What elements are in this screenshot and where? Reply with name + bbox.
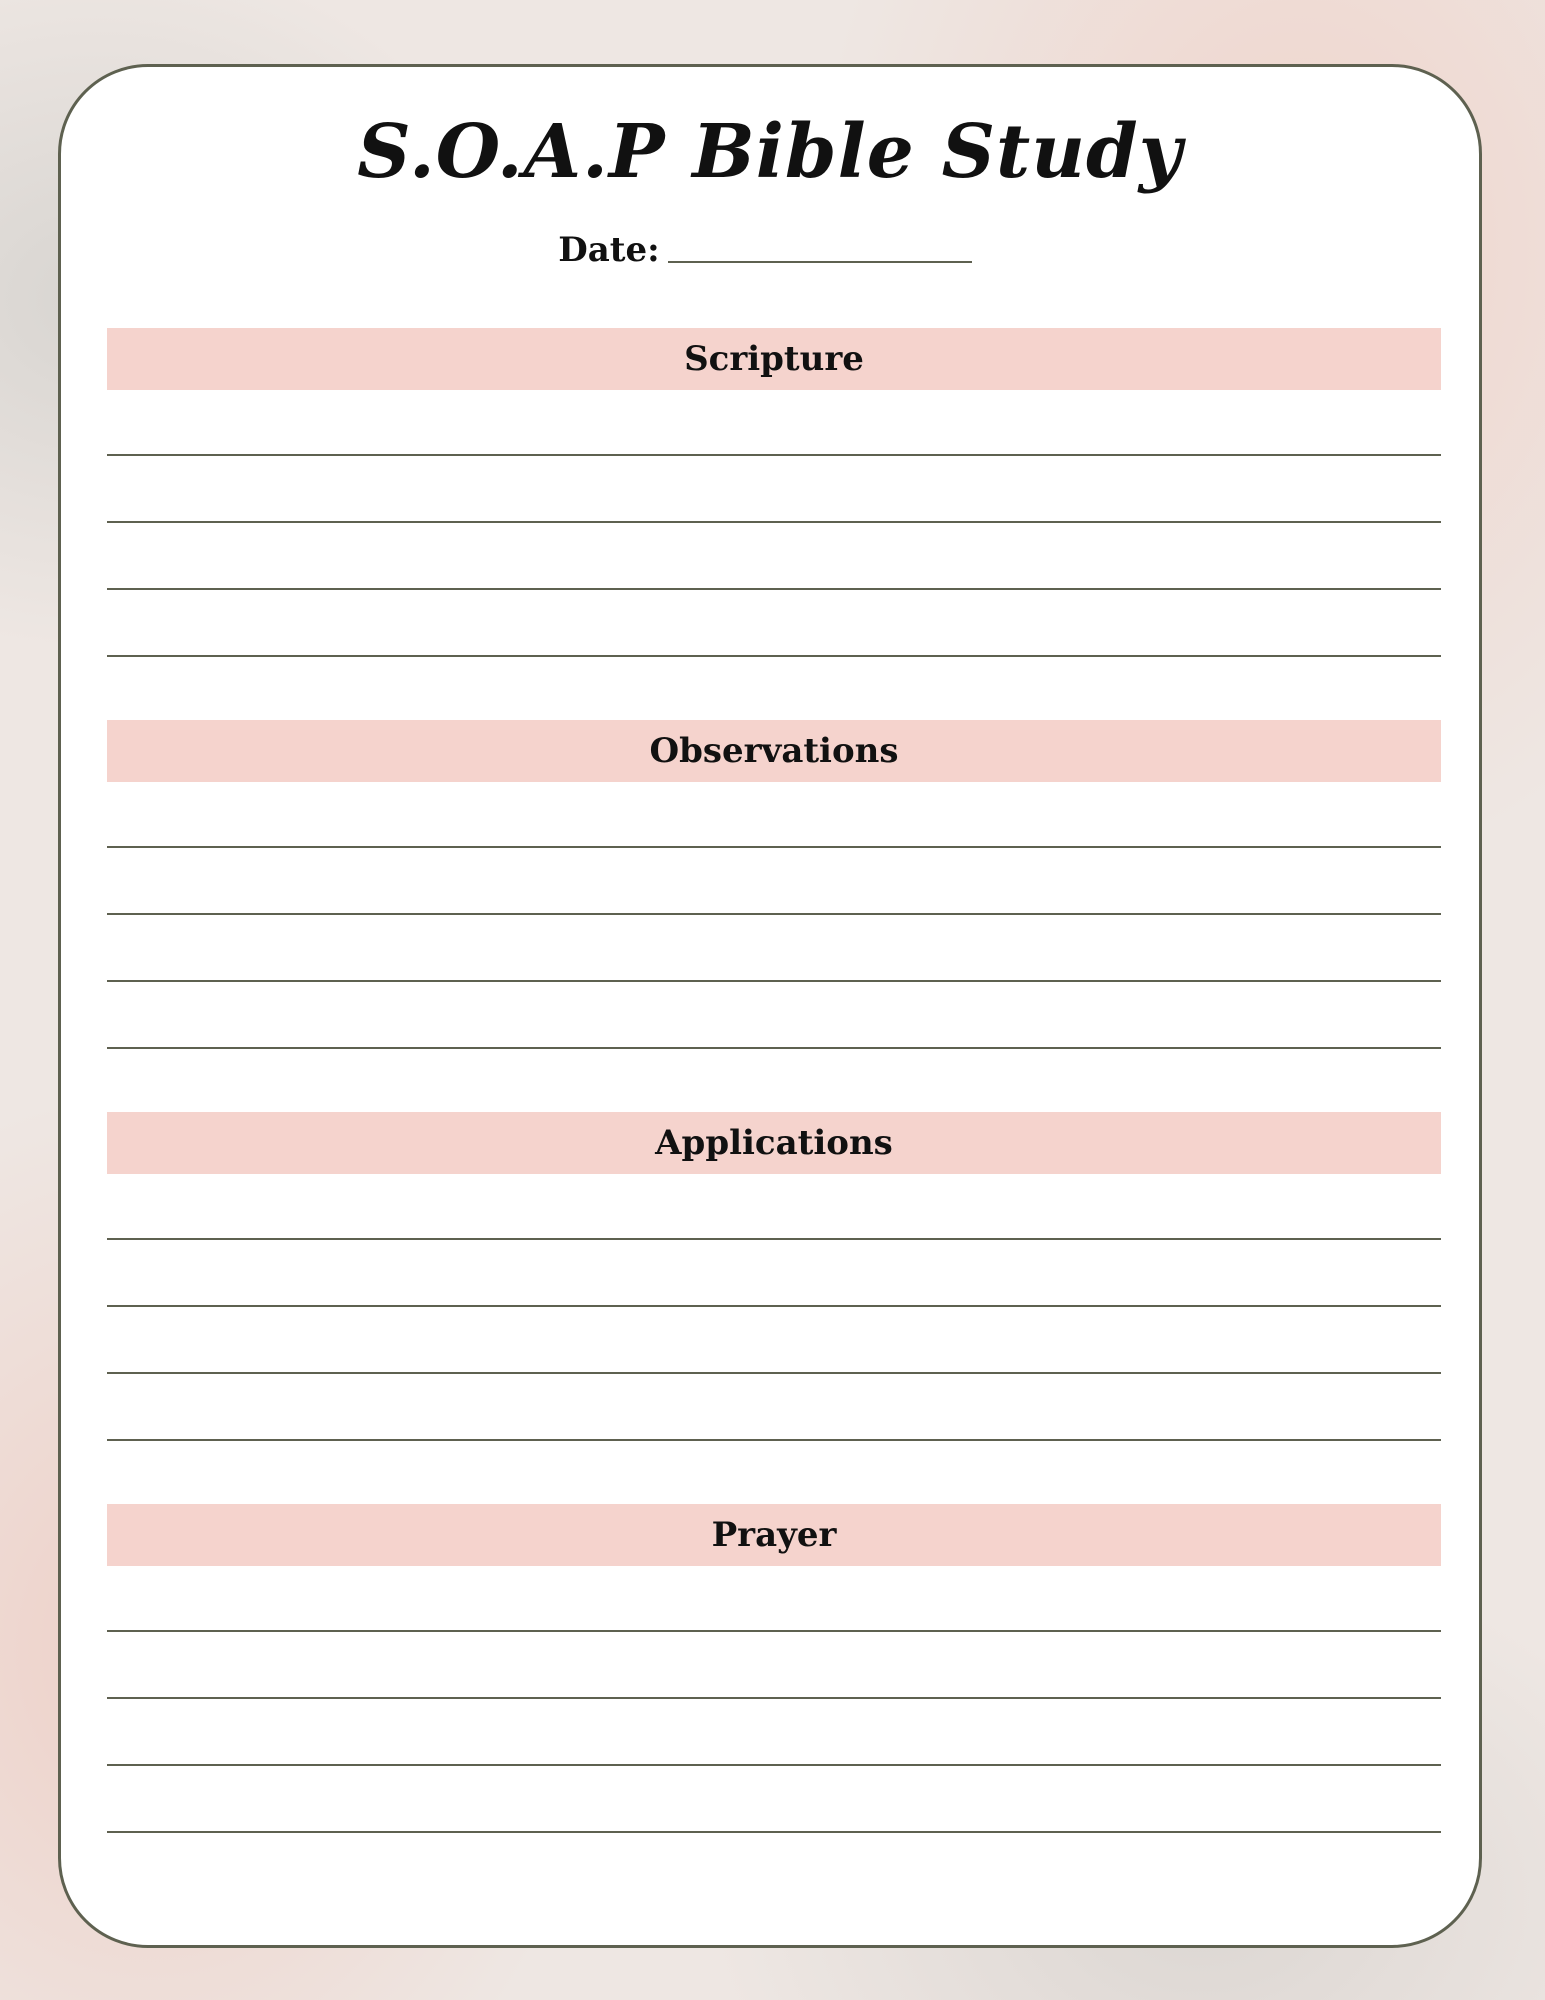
section-header-prayer: Prayer: [107, 1504, 1441, 1566]
study-sheet-card: [58, 64, 1482, 1948]
date-write-line[interactable]: [668, 261, 972, 263]
write-line[interactable]: [107, 1439, 1441, 1441]
write-line[interactable]: [107, 980, 1441, 982]
section-observations: [107, 720, 1441, 1049]
write-line[interactable]: [107, 1630, 1441, 1632]
section-header-applications: Applications: [107, 1112, 1441, 1174]
section-applications: [107, 1112, 1441, 1441]
write-line[interactable]: [107, 1831, 1441, 1833]
write-line[interactable]: [107, 1047, 1441, 1049]
write-line[interactable]: [107, 655, 1441, 657]
write-line[interactable]: [107, 913, 1441, 915]
write-line[interactable]: [107, 1764, 1441, 1766]
write-line[interactable]: [107, 1697, 1441, 1699]
section-scripture: [107, 328, 1441, 657]
page-title: S.O.A.P Bible Study: [357, 109, 1183, 195]
write-line[interactable]: [107, 1372, 1441, 1374]
section-prayer: [107, 1504, 1441, 1833]
write-line[interactable]: [107, 1238, 1441, 1240]
write-line[interactable]: [107, 521, 1441, 523]
write-line[interactable]: [107, 846, 1441, 848]
write-line[interactable]: [107, 1305, 1441, 1307]
section-header-scripture: Scripture: [107, 328, 1441, 390]
write-line[interactable]: [107, 588, 1441, 590]
date-label: Date:: [558, 230, 660, 270]
section-header-observations: Observations: [107, 720, 1441, 782]
date-row: [61, 230, 1479, 270]
write-line[interactable]: [107, 454, 1441, 456]
